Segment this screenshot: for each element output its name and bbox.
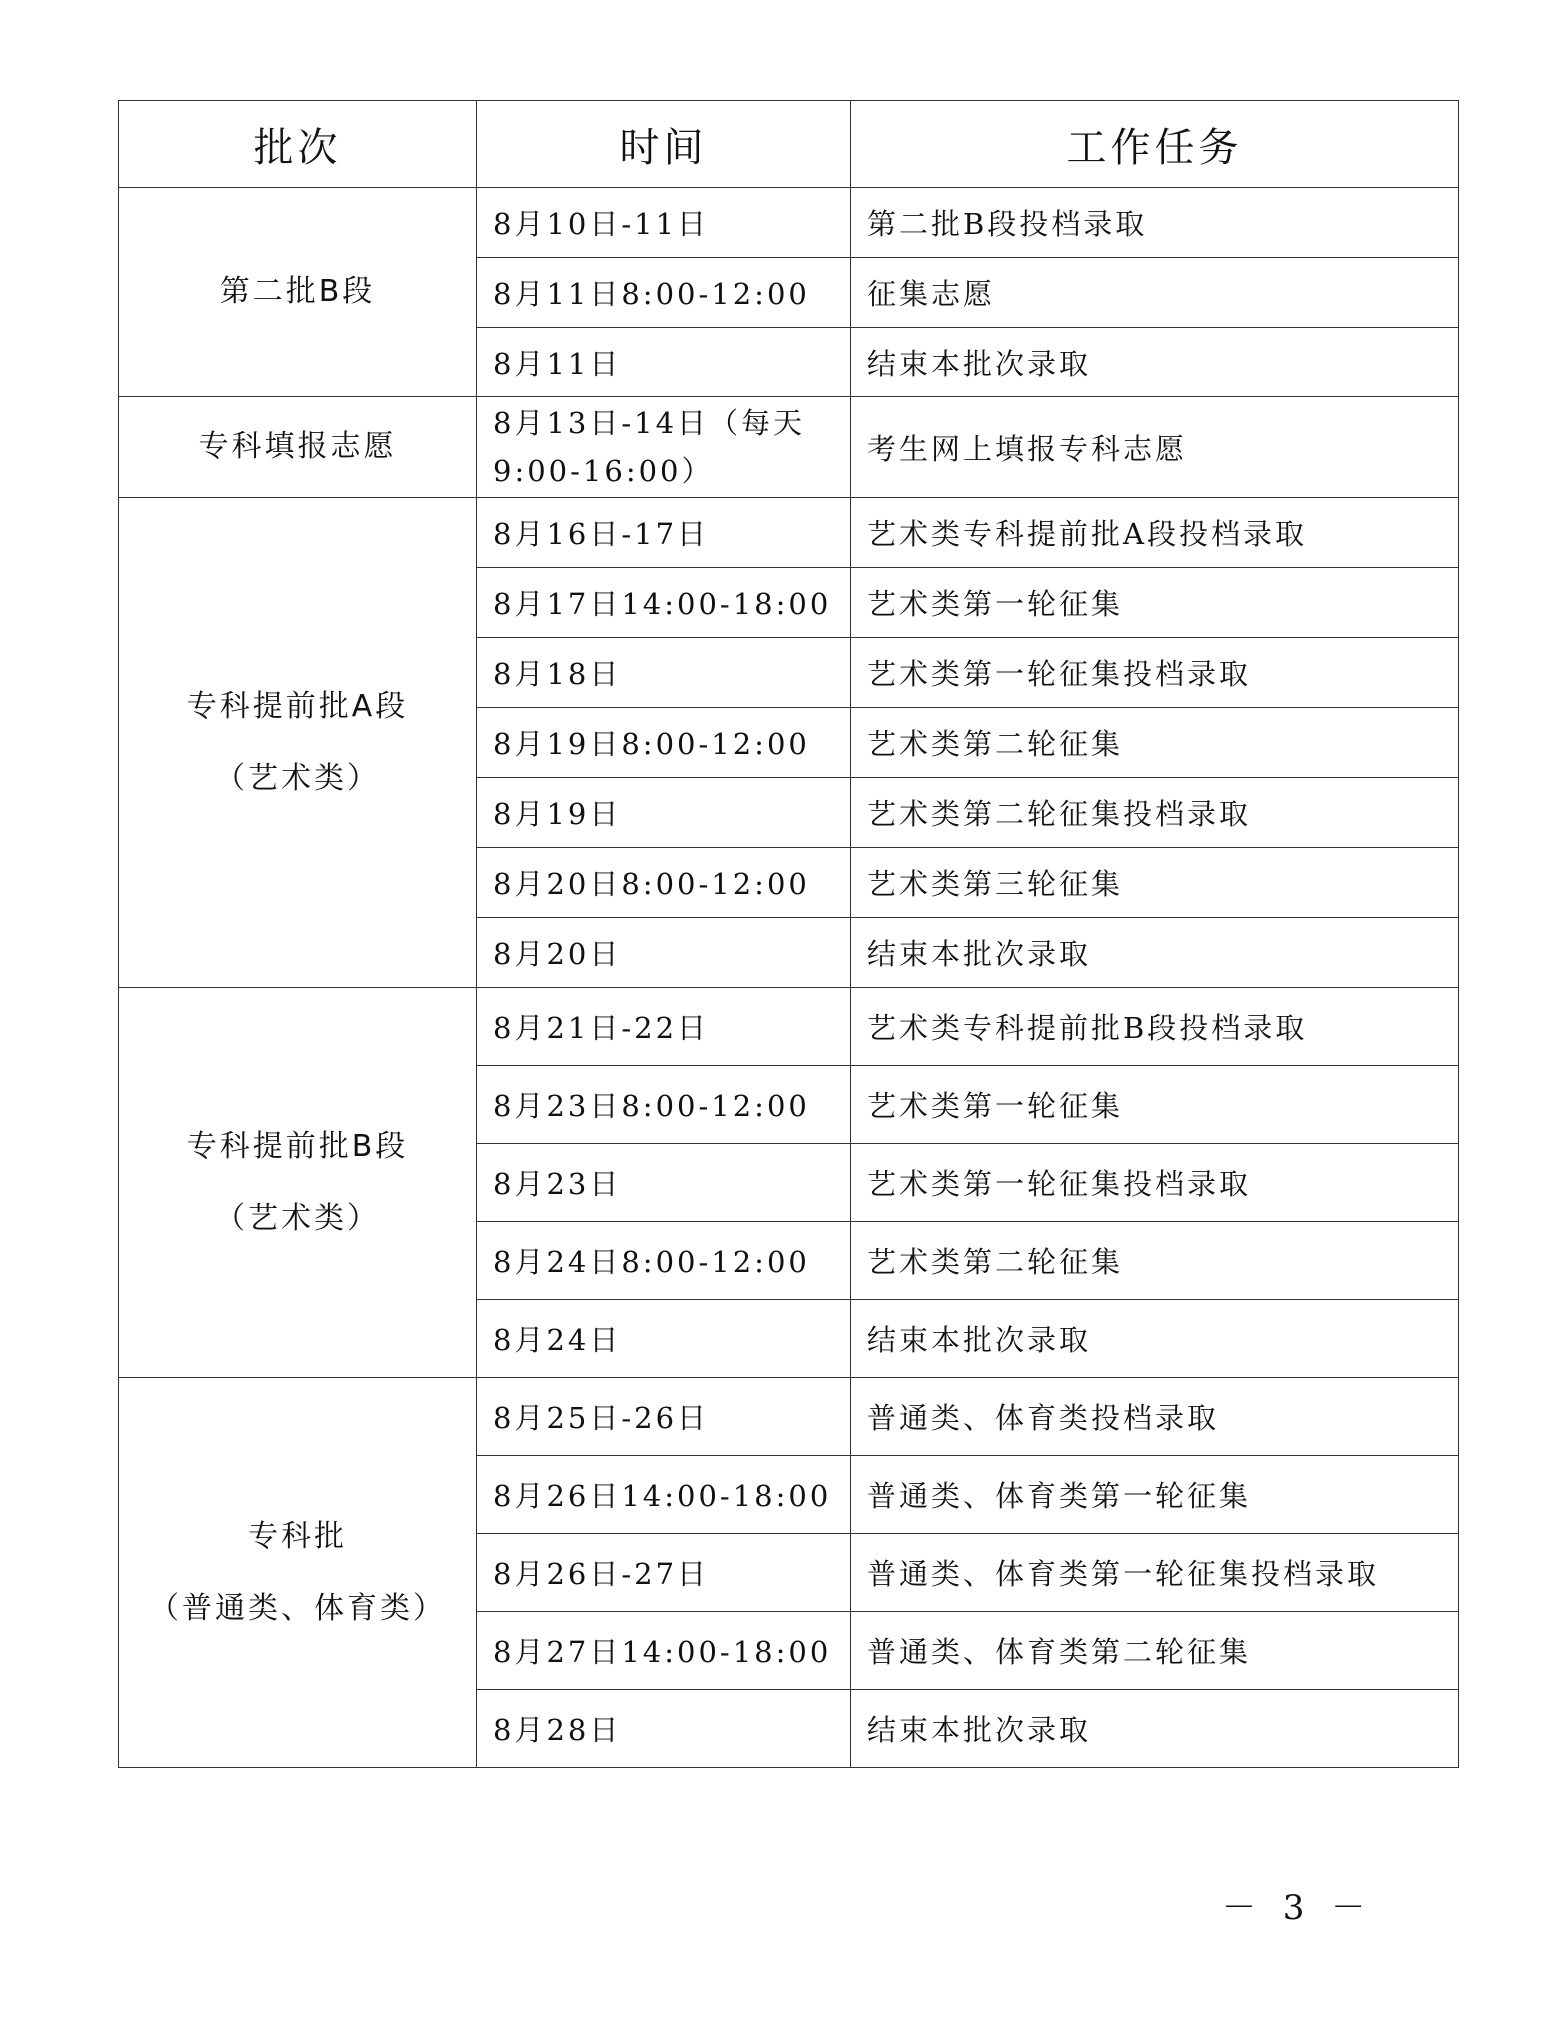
task-cell: 结束本批次录取 (851, 1300, 1459, 1378)
time-cell: 8月23日 (477, 1144, 851, 1222)
task-cell: 艺术类第三轮征集 (851, 848, 1459, 918)
header-time: 时间 (477, 101, 851, 188)
task-cell: 考生网上填报专科志愿 (851, 397, 1459, 498)
table-row (119, 397, 1459, 498)
batch-label: 专科填报志愿 (198, 429, 397, 464)
page-number: － 3 － (1222, 1888, 1374, 1928)
batch-cell (119, 1378, 477, 1768)
time-cell: 8月26日-27日 (477, 1534, 851, 1612)
task-cell: 艺术类第二轮征集 (851, 1222, 1459, 1300)
task-cell: 艺术类第一轮征集投档录取 (851, 1144, 1459, 1222)
time-line: 9:00-16:00） (493, 454, 714, 488)
task-cell: 艺术类第二轮征集投档录取 (851, 778, 1459, 848)
time-cell: 8月18日 (477, 638, 851, 708)
table-row (119, 498, 1459, 568)
task-cell: 艺术类专科提前批B段投档录取 (851, 988, 1459, 1066)
task-cell: 结束本批次录取 (851, 328, 1459, 397)
batch-sublabel: （普通类、体育类） (149, 1590, 446, 1626)
task-cell: 艺术类专科提前批A段投档录取 (851, 498, 1459, 568)
task-cell: 第二批B段投档录取 (851, 188, 1459, 258)
batch-cell (119, 188, 477, 397)
batch-label: 专科提前批A段 (186, 688, 409, 724)
batch-cell (119, 397, 477, 498)
time-cell: 8月21日-22日 (477, 988, 851, 1066)
batch-label: 专科提前批B段 (186, 1128, 409, 1164)
batch-sublabel: （艺术类） (215, 760, 380, 796)
time-cell (477, 397, 851, 498)
batch-cell (119, 988, 477, 1378)
time-cell: 8月10日-11日 (477, 188, 851, 258)
time-cell: 8月11日 (477, 328, 851, 397)
task-cell: 普通类、体育类第一轮征集 (851, 1456, 1459, 1534)
task-cell: 普通类、体育类投档录取 (851, 1378, 1459, 1456)
time-cell: 8月28日 (477, 1690, 851, 1768)
time-cell: 8月17日14:00-18:00 (477, 568, 851, 638)
header-row (119, 101, 1459, 188)
time-cell: 8月11日8:00-12:00 (477, 258, 851, 328)
time-cell: 8月19日 (477, 778, 851, 848)
header-batch: 批次 (119, 101, 477, 188)
batch-sublabel: （艺术类） (215, 1200, 380, 1236)
task-cell: 结束本批次录取 (851, 918, 1459, 988)
time-cell: 8月24日 (477, 1300, 851, 1378)
time-cell: 8月24日8:00-12:00 (477, 1222, 851, 1300)
table-row (119, 1378, 1459, 1456)
task-cell: 艺术类第一轮征集投档录取 (851, 638, 1459, 708)
time-cell: 8月25日-26日 (477, 1378, 851, 1456)
task-cell: 结束本批次录取 (851, 1690, 1459, 1768)
time-cell: 8月20日 (477, 918, 851, 988)
task-cell: 艺术类第一轮征集 (851, 568, 1459, 638)
batch-label: 专科批 (248, 1518, 347, 1554)
batch-label: 第二批B段 (219, 274, 376, 309)
task-cell: 普通类、体育类第一轮征集投档录取 (851, 1534, 1459, 1612)
time-cell: 8月20日8:00-12:00 (477, 848, 851, 918)
task-cell: 征集志愿 (851, 258, 1459, 328)
table-row (119, 988, 1459, 1066)
task-cell: 艺术类第一轮征集 (851, 1066, 1459, 1144)
time-line: 8月13日-14日（每天 (493, 406, 806, 440)
time-cell: 8月27日14:00-18:00 (477, 1612, 851, 1690)
time-cell: 8月16日-17日 (477, 498, 851, 568)
table-row (119, 188, 1459, 258)
time-cell: 8月26日14:00-18:00 (477, 1456, 851, 1534)
task-cell: 艺术类第二轮征集 (851, 708, 1459, 778)
schedule-table (118, 100, 1459, 1768)
header-task: 工作任务 (851, 101, 1459, 188)
task-cell: 普通类、体育类第二轮征集 (851, 1612, 1459, 1690)
time-cell: 8月19日8:00-12:00 (477, 708, 851, 778)
time-cell: 8月23日8:00-12:00 (477, 1066, 851, 1144)
batch-cell (119, 498, 477, 988)
